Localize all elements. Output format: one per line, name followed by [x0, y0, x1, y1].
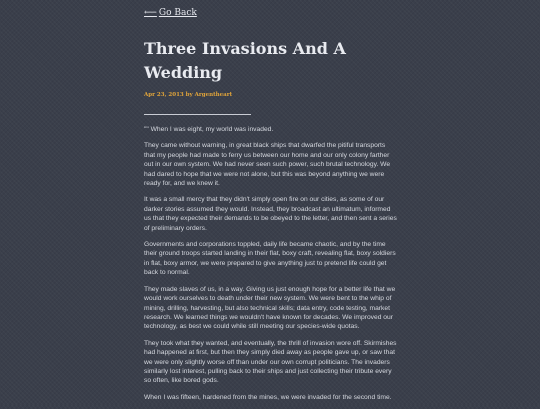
post-title: Three Invasions And A Wedding	[144, 39, 346, 82]
post-paragraph: They made slaves of us, in a way. Giving us just enough hope for a better life that we would work ourselves to death under their new system. We were bent to the whip of mining, drilling, harvesting, but also technical skills; data entry, code testing, market research. We learned things we wouldn't have known for decades. We improved our technology, as best we could while still meeting our species-wide quotas.	[144, 285, 396, 331]
go-back-label: Go Back	[158, 8, 197, 18]
post-meta: Apr 23, 2013 by Argentheart	[144, 92, 233, 98]
post-paragraph: They came without warning, in great black ships that dwarfed the pitiful transports that my people had made to ferry us between our home and our only colony farther out in our own system. We had never seen such power, such brutal technology. We had dared to hope that we were not alone, but this was beyond anything we were ready for, and we knew it.	[144, 142, 391, 188]
post-body	[144, 125, 398, 409]
title-divider	[144, 114, 251, 115]
post-paragraph: "" When I was eight, my world was invaded.	[144, 126, 274, 133]
post-paragraph: Governments and corporations toppled, daily life became chaotic, and by the time their ground troops started landing in their flat, boxy craft, revealing flat, boxy soldiers in flat, boxy armor, we were prepared to give anything just to pretend life could get back to normal.	[144, 241, 396, 277]
post-paragraph: They took what they wanted, and eventually, the thrill of invasion wore off. Skirmishes had happened at first, but then they simply died away as people gave up, or saw that we were only slightly worse off than under our own corrupt politicians. The invaders similarly lost interest, pulling back to their ships and just collecting their tribute every so often, like bored gods.	[144, 339, 397, 385]
post-paragraph: It was a small mercy that they didn't simply open fire on our cities, as some of our darker stories assumed they would. Instead, they broadcast an ultimatum, informed us that they expected their demands to be obeyed to the letter, and then sent a series of preliminary orders.	[144, 196, 397, 232]
back-arrow-icon: ⟵	[144, 8, 157, 18]
go-back-link[interactable]	[144, 8, 197, 18]
post-paragraph: When I was fifteen, hardened from the mines, we were invaded for the second time.	[144, 393, 392, 401]
